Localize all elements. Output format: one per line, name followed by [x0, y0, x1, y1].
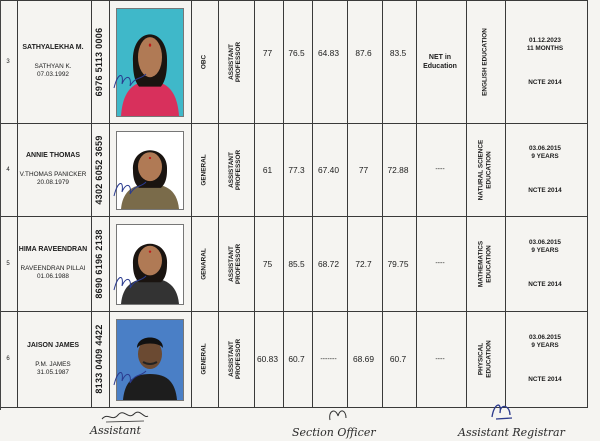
photo-cell: [108, 216, 190, 311]
id-number-cell: [90, 216, 108, 311]
score-cell: [381, 216, 415, 311]
score-value: 77: [262, 47, 273, 58]
score-value: 60.7: [389, 354, 407, 364]
id-number-cell: [90, 123, 108, 216]
subject-cell: [465, 123, 504, 216]
employee-name: JAISON JAMES: [26, 341, 80, 349]
subject-line-1: ENGLISH EDUCATION: [480, 27, 488, 96]
photo-signature-mark: [110, 363, 150, 393]
score-value: 87.6: [355, 47, 372, 58]
signature-scribble-registrar: [488, 399, 516, 423]
score-cell: [381, 123, 415, 216]
name-cell: [16, 216, 90, 311]
photo-signature-mark: [110, 174, 150, 204]
score-cell: [253, 311, 282, 407]
row-number: 3: [6, 58, 10, 65]
experience-cell: [504, 123, 586, 216]
name-cell: [16, 311, 90, 407]
subject-line-2: EDUCATION: [484, 340, 492, 378]
score-cell: [346, 123, 381, 216]
photo-cell: [108, 311, 190, 407]
category-cell: [190, 0, 217, 123]
approval-body: NCTE 2014: [528, 280, 562, 288]
approval-body: NCTE 2014: [528, 78, 562, 86]
score-value: 60.7: [288, 354, 305, 364]
post-line-1: ASSISTANT: [228, 341, 235, 377]
category-cell: [190, 123, 217, 216]
subject-label: [477, 240, 492, 286]
signature-scribble-section-officer: [326, 406, 350, 426]
score-value: 72.88: [387, 164, 409, 175]
subject-line-2: EDUCATION: [484, 150, 492, 189]
post-line-2: PROFESSOR: [235, 149, 242, 190]
subject-cell: [465, 311, 504, 407]
score-cell: [346, 311, 381, 407]
post-label: [228, 41, 242, 81]
post-line-2: PROFESSOR: [235, 41, 242, 82]
experience-cell: [504, 0, 586, 123]
score-value: 72.7: [355, 258, 372, 269]
experience-date: 01.12.2023: [528, 36, 561, 44]
employee-name: HIMA RAVEENDRAN: [18, 246, 88, 253]
photo-cell: [108, 0, 190, 123]
net-cell: [415, 0, 465, 123]
net-cell: [415, 123, 465, 216]
category-label: GENERAL: [200, 153, 207, 186]
experience-duration: 9 YEARS: [531, 152, 559, 160]
name-cell: [16, 0, 90, 123]
post-line-1: ASSISTANT: [228, 43, 235, 80]
experience-date: 03.06.2015: [528, 144, 561, 152]
approval-body: NCTE 2014: [528, 376, 562, 383]
category-label: GENARAL: [200, 247, 207, 280]
score-value: 68.72: [318, 258, 339, 269]
score-cell: [311, 0, 346, 111]
score-value: 60.83: [257, 354, 278, 364]
score-value: 76.5: [288, 47, 305, 58]
score-cell: [282, 311, 311, 407]
experience-date: 03.06.2015: [528, 238, 561, 246]
score-value: 83.5: [389, 47, 407, 58]
date-of-birth: 20.08.1979: [36, 179, 69, 186]
score-cell: [311, 216, 346, 311]
post-label: [228, 149, 242, 189]
post-cell: [217, 216, 253, 311]
category-label: GENERAL: [200, 343, 207, 375]
subject-line-2: EDUCATION: [484, 244, 492, 283]
subject-label: [477, 139, 492, 199]
category-label: OBC: [200, 54, 207, 69]
name-cell: [16, 123, 90, 216]
id-number: 8690 6196 2138: [94, 228, 104, 299]
experience-date: 03.06.2015: [528, 334, 561, 341]
date-of-birth: 07.03.1992: [36, 71, 69, 78]
id-number: 8133 0409 4422: [94, 324, 104, 394]
guardian-name: SATHYAN K.: [34, 63, 72, 70]
subject-label: [477, 340, 492, 378]
score-cell: [282, 0, 311, 111]
employee-photo: [116, 8, 184, 117]
photo-signature-mark: [110, 66, 150, 96]
row-number-cell: [0, 123, 16, 216]
score-cell: [282, 123, 311, 216]
footer-assistant-registrar-label: Assistant Registrar: [458, 426, 565, 439]
score-cell: [253, 123, 282, 216]
id-number: 6976 5113 0006: [94, 27, 104, 96]
post-line-1: ASSISTANT: [228, 245, 235, 282]
guardian-name: P.M. JAMES: [35, 360, 71, 368]
id-number: 4302 6052 3659: [94, 134, 104, 205]
row-number: 5: [6, 260, 10, 267]
row-number-cell: [0, 0, 16, 123]
table-rule: [587, 0, 588, 408]
score-value: 68.69: [353, 354, 374, 364]
score-value: -------: [320, 355, 337, 363]
net-cell: [415, 311, 465, 407]
score-cell: [381, 0, 415, 111]
post-line-1: ASSISTANT: [228, 151, 235, 188]
score-cell: [311, 311, 346, 407]
post-cell: [217, 311, 253, 407]
score-value: 77: [358, 164, 369, 175]
category-cell: [190, 216, 217, 311]
score-value: 67.40: [318, 164, 339, 175]
score-cell: [346, 0, 381, 111]
score-cell: [381, 311, 415, 407]
post-label: [228, 243, 242, 283]
post-line-2: PROFESSOR: [235, 338, 242, 380]
signature-scribble-assistant: [100, 410, 150, 424]
row-number-cell: [0, 216, 16, 311]
category-cell: [190, 311, 217, 407]
experience-cell: [504, 216, 586, 311]
date-of-birth: 31.05.1987: [37, 368, 69, 376]
subject-cell: [465, 216, 504, 311]
id-number-cell: [90, 0, 108, 123]
subject-line-1: PHYSICAL: [477, 342, 484, 376]
post-label: [228, 339, 242, 379]
post-line-2: PROFESSOR: [235, 243, 242, 284]
score-cell: [253, 0, 282, 111]
score-cell: [253, 216, 282, 311]
score-value: 77.3: [288, 164, 305, 175]
score-value: 61: [262, 164, 273, 175]
score-cell: [346, 216, 381, 311]
guardian-name: V.THOMAS PANICKER: [19, 171, 87, 178]
score-value: 75: [262, 258, 273, 269]
row-number-cell: [0, 311, 16, 407]
net-line-2: Education: [423, 62, 457, 70]
score-value: 64.83: [318, 47, 339, 58]
employee-name: SATHYALEKHA M.: [22, 44, 84, 51]
subject-line-1: NATURAL SCIENCE: [477, 139, 484, 200]
score-value: 79.75: [387, 258, 409, 269]
net-cell: [415, 216, 465, 311]
experience-duration: 11 MONTHS: [526, 44, 564, 52]
experience-duration: 9 YEARS: [531, 342, 559, 349]
experience-cell: [504, 311, 586, 407]
row-number: 6: [6, 356, 10, 362]
net-line-1: NET in: [428, 53, 452, 61]
photo-signature-mark: [110, 268, 150, 298]
subject-line-1: MATHEMATICS: [477, 240, 484, 287]
net-line-1: ----: [435, 166, 445, 173]
post-cell: [217, 0, 253, 123]
photo-cell: [108, 123, 190, 216]
subject-cell: [465, 0, 504, 123]
id-number-cell: [90, 311, 108, 407]
date-of-birth: 01.06.1988: [36, 273, 69, 280]
row-number: 4: [6, 166, 10, 173]
guardian-name: RAVEENDRAN PILLAI: [20, 265, 86, 272]
employee-name: ANNIE THOMAS: [25, 152, 81, 159]
footer-section-officer-label: Section Officer: [292, 426, 376, 439]
score-cell: [311, 123, 346, 216]
subject-label: [481, 28, 489, 96]
footer-assistant-label: Assistant: [90, 424, 141, 437]
post-cell: [217, 123, 253, 216]
experience-duration: 9 YEARS: [531, 246, 559, 254]
score-value: 85.5: [288, 258, 305, 269]
score-cell: [282, 216, 311, 311]
net-line-1: ----: [435, 260, 445, 267]
approval-body: NCTE 2014: [528, 186, 562, 194]
net-line-1: ----: [435, 355, 445, 363]
